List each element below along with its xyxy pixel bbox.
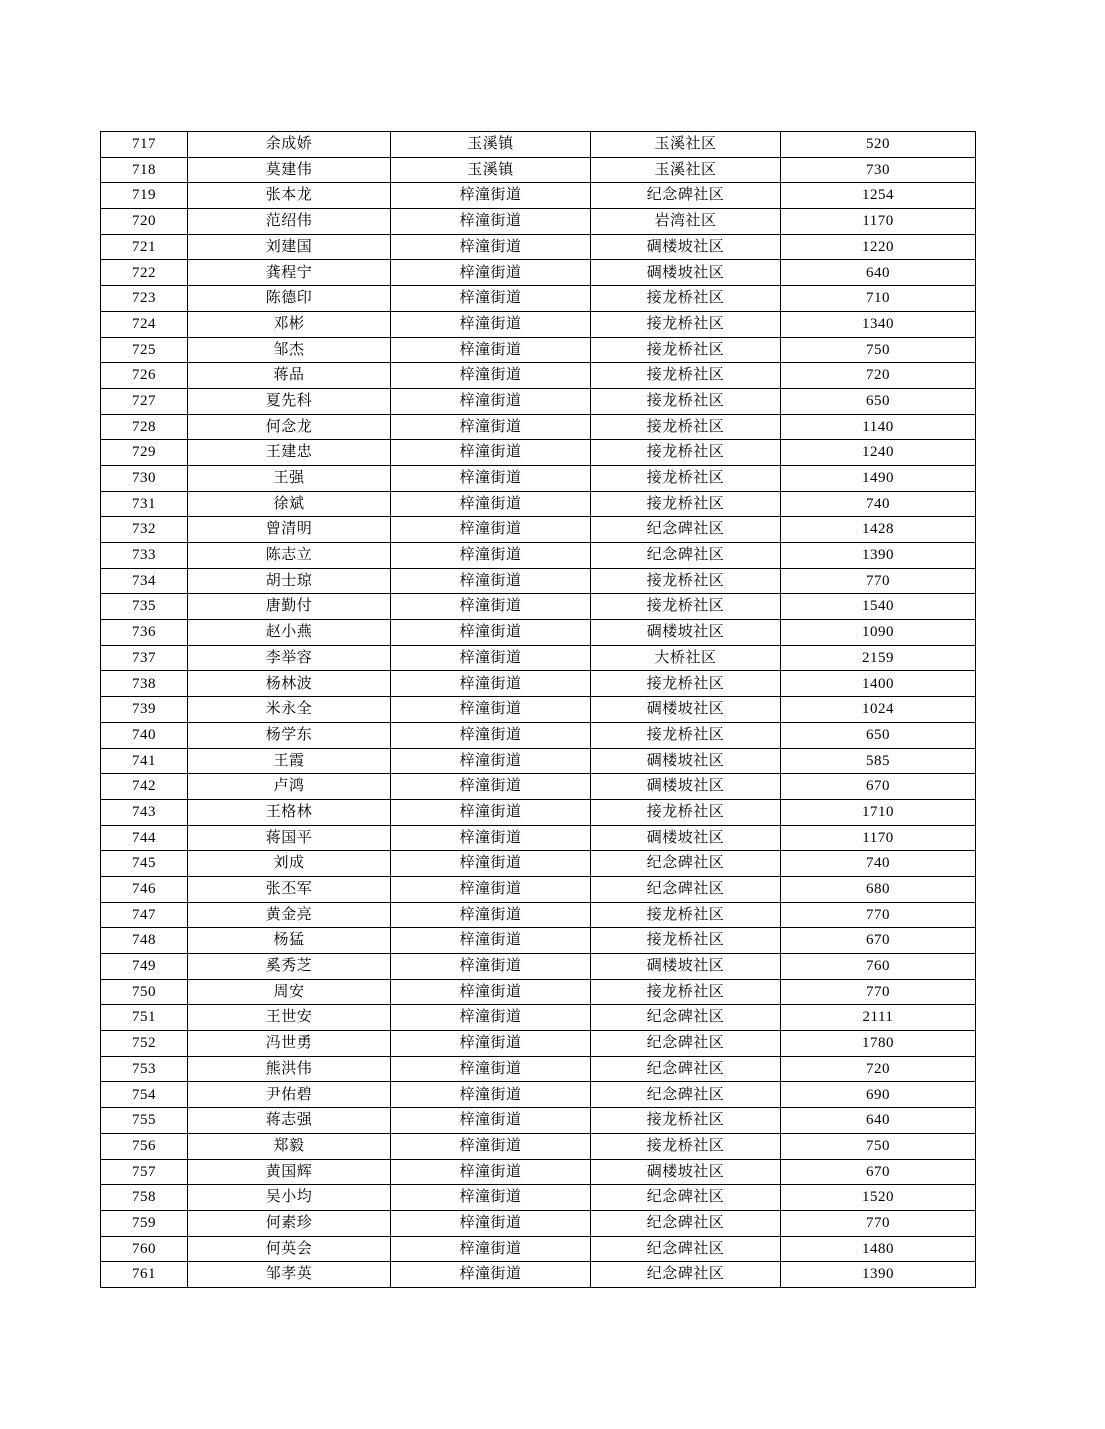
cell-name: 冯世勇 <box>188 1031 391 1057</box>
cell-street: 梓潼街道 <box>391 1031 591 1057</box>
cell-street: 梓潼街道 <box>391 876 591 902</box>
cell-community: 纪念碑社区 <box>591 1005 781 1031</box>
cell-amount: 1390 <box>781 543 976 569</box>
cell-street: 梓潼街道 <box>391 491 591 517</box>
table-row <box>101 851 976 877</box>
cell-community: 接龙桥社区 <box>591 568 781 594</box>
cell-street: 梓潼街道 <box>391 363 591 389</box>
cell-amount: 750 <box>781 337 976 363</box>
cell-name: 余成娇 <box>188 132 391 158</box>
cell-id: 721 <box>101 234 188 260</box>
cell-community: 岩湾社区 <box>591 209 781 235</box>
cell-amount: 640 <box>781 1108 976 1134</box>
cell-street: 梓潼街道 <box>391 825 591 851</box>
cell-name: 陈德印 <box>188 286 391 312</box>
table-row <box>101 311 976 337</box>
cell-id: 760 <box>101 1236 188 1262</box>
cell-name: 张本龙 <box>188 183 391 209</box>
cell-street: 梓潼街道 <box>391 465 591 491</box>
cell-amount: 730 <box>781 157 976 183</box>
cell-name: 黄金亮 <box>188 902 391 928</box>
cell-name: 莫建伟 <box>188 157 391 183</box>
table-row <box>101 1159 976 1185</box>
cell-id: 748 <box>101 928 188 954</box>
cell-name: 邓彬 <box>188 311 391 337</box>
table-row <box>101 414 976 440</box>
cell-amount: 1170 <box>781 209 976 235</box>
cell-amount: 1428 <box>781 517 976 543</box>
cell-community: 纪念碑社区 <box>591 517 781 543</box>
table-row <box>101 1262 976 1288</box>
table-row <box>101 1133 976 1159</box>
cell-community: 纪念碑社区 <box>591 851 781 877</box>
cell-id: 755 <box>101 1108 188 1134</box>
cell-id: 745 <box>101 851 188 877</box>
cell-street: 梓潼街道 <box>391 1108 591 1134</box>
cell-id: 750 <box>101 979 188 1005</box>
table-row <box>101 1236 976 1262</box>
cell-street: 梓潼街道 <box>391 671 591 697</box>
cell-community: 接龙桥社区 <box>591 1133 781 1159</box>
cell-street: 玉溪镇 <box>391 132 591 158</box>
table-row <box>101 774 976 800</box>
cell-community: 碉楼坡社区 <box>591 620 781 646</box>
cell-community: 大桥社区 <box>591 645 781 671</box>
cell-street: 梓潼街道 <box>391 1005 591 1031</box>
cell-community: 接龙桥社区 <box>591 465 781 491</box>
cell-community: 碉楼坡社区 <box>591 234 781 260</box>
cell-community: 纪念碑社区 <box>591 1056 781 1082</box>
cell-id: 717 <box>101 132 188 158</box>
cell-amount: 640 <box>781 260 976 286</box>
cell-id: 739 <box>101 697 188 723</box>
cell-id: 749 <box>101 954 188 980</box>
cell-id: 746 <box>101 876 188 902</box>
cell-id: 754 <box>101 1082 188 1108</box>
table-row <box>101 1210 976 1236</box>
cell-name: 胡士琼 <box>188 568 391 594</box>
cell-id: 723 <box>101 286 188 312</box>
cell-street: 梓潼街道 <box>391 414 591 440</box>
table-row <box>101 876 976 902</box>
cell-name: 王格林 <box>188 799 391 825</box>
cell-street: 梓潼街道 <box>391 183 591 209</box>
cell-amount: 1254 <box>781 183 976 209</box>
table-row <box>101 209 976 235</box>
cell-street: 梓潼街道 <box>391 260 591 286</box>
cell-street: 梓潼街道 <box>391 1210 591 1236</box>
cell-street: 梓潼街道 <box>391 722 591 748</box>
cell-community: 纪念碑社区 <box>591 1210 781 1236</box>
cell-name: 熊洪伟 <box>188 1056 391 1082</box>
cell-id: 737 <box>101 645 188 671</box>
cell-amount: 2111 <box>781 1005 976 1031</box>
cell-community: 纪念碑社区 <box>591 543 781 569</box>
cell-id: 738 <box>101 671 188 697</box>
table-row <box>101 234 976 260</box>
table-row <box>101 902 976 928</box>
cell-community: 碉楼坡社区 <box>591 825 781 851</box>
table-row <box>101 594 976 620</box>
table-row <box>101 517 976 543</box>
cell-street: 梓潼街道 <box>391 1262 591 1288</box>
cell-id: 757 <box>101 1159 188 1185</box>
cell-street: 梓潼街道 <box>391 568 591 594</box>
cell-amount: 1140 <box>781 414 976 440</box>
cell-id: 744 <box>101 825 188 851</box>
cell-amount: 1240 <box>781 440 976 466</box>
table-row <box>101 183 976 209</box>
cell-amount: 720 <box>781 1056 976 1082</box>
cell-street: 梓潼街道 <box>391 774 591 800</box>
cell-name: 刘成 <box>188 851 391 877</box>
cell-street: 梓潼街道 <box>391 851 591 877</box>
cell-community: 接龙桥社区 <box>591 491 781 517</box>
cell-amount: 1480 <box>781 1236 976 1262</box>
cell-id: 729 <box>101 440 188 466</box>
cell-community: 接龙桥社区 <box>591 799 781 825</box>
cell-name: 邹孝英 <box>188 1262 391 1288</box>
cell-amount: 1540 <box>781 594 976 620</box>
cell-name: 黄国辉 <box>188 1159 391 1185</box>
cell-id: 742 <box>101 774 188 800</box>
cell-id: 740 <box>101 722 188 748</box>
cell-street: 梓潼街道 <box>391 1185 591 1211</box>
table-row <box>101 671 976 697</box>
cell-name: 何念龙 <box>188 414 391 440</box>
cell-community: 接龙桥社区 <box>591 311 781 337</box>
table-row <box>101 1108 976 1134</box>
table-row <box>101 286 976 312</box>
table-row <box>101 1005 976 1031</box>
cell-name: 范绍伟 <box>188 209 391 235</box>
cell-amount: 650 <box>781 388 976 414</box>
cell-street: 梓潼街道 <box>391 1056 591 1082</box>
table-row <box>101 1185 976 1211</box>
table-row <box>101 979 976 1005</box>
table-row <box>101 491 976 517</box>
cell-amount: 710 <box>781 286 976 312</box>
cell-id: 726 <box>101 363 188 389</box>
cell-name: 杨学东 <box>188 722 391 748</box>
cell-amount: 1520 <box>781 1185 976 1211</box>
cell-id: 724 <box>101 311 188 337</box>
cell-amount: 770 <box>781 568 976 594</box>
table-row <box>101 388 976 414</box>
cell-community: 接龙桥社区 <box>591 594 781 620</box>
cell-amount: 740 <box>781 491 976 517</box>
cell-name: 龚程宁 <box>188 260 391 286</box>
cell-name: 曾清明 <box>188 517 391 543</box>
cell-name: 赵小燕 <box>188 620 391 646</box>
cell-id: 720 <box>101 209 188 235</box>
cell-name: 蒋国平 <box>188 825 391 851</box>
cell-name: 周安 <box>188 979 391 1005</box>
cell-amount: 1490 <box>781 465 976 491</box>
cell-name: 蒋品 <box>188 363 391 389</box>
cell-name: 唐勤付 <box>188 594 391 620</box>
cell-id: 718 <box>101 157 188 183</box>
cell-street: 梓潼街道 <box>391 517 591 543</box>
cell-street: 梓潼街道 <box>391 1133 591 1159</box>
table-row <box>101 954 976 980</box>
cell-name: 奚秀芝 <box>188 954 391 980</box>
cell-community: 接龙桥社区 <box>591 337 781 363</box>
cell-amount: 720 <box>781 363 976 389</box>
cell-community: 纪念碑社区 <box>591 1236 781 1262</box>
table-row <box>101 363 976 389</box>
cell-id: 743 <box>101 799 188 825</box>
cell-community: 碉楼坡社区 <box>591 1159 781 1185</box>
cell-community: 玉溪社区 <box>591 157 781 183</box>
table-row <box>101 132 976 158</box>
table-row <box>101 620 976 646</box>
cell-amount: 1400 <box>781 671 976 697</box>
cell-name: 邹杰 <box>188 337 391 363</box>
cell-street: 梓潼街道 <box>391 1082 591 1108</box>
cell-id: 751 <box>101 1005 188 1031</box>
cell-id: 736 <box>101 620 188 646</box>
cell-street: 梓潼街道 <box>391 543 591 569</box>
cell-id: 727 <box>101 388 188 414</box>
cell-amount: 750 <box>781 1133 976 1159</box>
table-row <box>101 799 976 825</box>
cell-community: 接龙桥社区 <box>591 286 781 312</box>
table-row <box>101 260 976 286</box>
cell-community: 碉楼坡社区 <box>591 697 781 723</box>
cell-community: 接龙桥社区 <box>591 722 781 748</box>
cell-amount: 1390 <box>781 1262 976 1288</box>
table-row <box>101 157 976 183</box>
cell-amount: 670 <box>781 1159 976 1185</box>
table-row <box>101 1082 976 1108</box>
cell-street: 梓潼街道 <box>391 748 591 774</box>
cell-community: 碉楼坡社区 <box>591 748 781 774</box>
table-row <box>101 722 976 748</box>
cell-community: 接龙桥社区 <box>591 902 781 928</box>
table-row <box>101 645 976 671</box>
cell-name: 卢鸿 <box>188 774 391 800</box>
cell-community: 纪念碑社区 <box>591 1082 781 1108</box>
cell-amount: 1170 <box>781 825 976 851</box>
cell-amount: 760 <box>781 954 976 980</box>
cell-id: 719 <box>101 183 188 209</box>
table-row <box>101 697 976 723</box>
cell-id: 731 <box>101 491 188 517</box>
cell-id: 741 <box>101 748 188 774</box>
cell-id: 732 <box>101 517 188 543</box>
cell-amount: 1024 <box>781 697 976 723</box>
roster-table <box>100 131 976 1288</box>
cell-name: 蒋志强 <box>188 1108 391 1134</box>
cell-community: 碉楼坡社区 <box>591 954 781 980</box>
table-row <box>101 748 976 774</box>
table-row <box>101 465 976 491</box>
cell-community: 接龙桥社区 <box>591 363 781 389</box>
cell-name: 刘建国 <box>188 234 391 260</box>
cell-id: 733 <box>101 543 188 569</box>
cell-amount: 1780 <box>781 1031 976 1057</box>
cell-id: 758 <box>101 1185 188 1211</box>
cell-street: 梓潼街道 <box>391 594 591 620</box>
cell-id: 747 <box>101 902 188 928</box>
cell-id: 756 <box>101 1133 188 1159</box>
cell-amount: 770 <box>781 979 976 1005</box>
cell-id: 759 <box>101 1210 188 1236</box>
cell-name: 吴小均 <box>188 1185 391 1211</box>
cell-name: 夏先科 <box>188 388 391 414</box>
cell-id: 728 <box>101 414 188 440</box>
cell-name: 米永全 <box>188 697 391 723</box>
cell-community: 纪念碑社区 <box>591 876 781 902</box>
cell-community: 接龙桥社区 <box>591 388 781 414</box>
cell-community: 接龙桥社区 <box>591 928 781 954</box>
cell-amount: 585 <box>781 748 976 774</box>
cell-community: 碉楼坡社区 <box>591 774 781 800</box>
cell-community: 玉溪社区 <box>591 132 781 158</box>
cell-amount: 520 <box>781 132 976 158</box>
cell-street: 梓潼街道 <box>391 209 591 235</box>
cell-community: 接龙桥社区 <box>591 414 781 440</box>
cell-street: 梓潼街道 <box>391 620 591 646</box>
cell-name: 王建忠 <box>188 440 391 466</box>
table-row <box>101 1031 976 1057</box>
cell-amount: 2159 <box>781 645 976 671</box>
cell-community: 纪念碑社区 <box>591 1031 781 1057</box>
cell-street: 梓潼街道 <box>391 645 591 671</box>
cell-name: 王强 <box>188 465 391 491</box>
cell-street: 梓潼街道 <box>391 799 591 825</box>
cell-amount: 770 <box>781 1210 976 1236</box>
cell-id: 753 <box>101 1056 188 1082</box>
cell-community: 纪念碑社区 <box>591 1185 781 1211</box>
cell-street: 梓潼街道 <box>391 1159 591 1185</box>
cell-street: 梓潼街道 <box>391 311 591 337</box>
cell-id: 722 <box>101 260 188 286</box>
table-row <box>101 337 976 363</box>
cell-street: 梓潼街道 <box>391 902 591 928</box>
cell-name: 杨猛 <box>188 928 391 954</box>
cell-amount: 690 <box>781 1082 976 1108</box>
cell-name: 尹佑碧 <box>188 1082 391 1108</box>
cell-street: 梓潼街道 <box>391 234 591 260</box>
cell-name: 李举容 <box>188 645 391 671</box>
table-row <box>101 543 976 569</box>
cell-amount: 1090 <box>781 620 976 646</box>
cell-community: 接龙桥社区 <box>591 440 781 466</box>
cell-name: 何素珍 <box>188 1210 391 1236</box>
cell-street: 梓潼街道 <box>391 928 591 954</box>
cell-community: 纪念碑社区 <box>591 1262 781 1288</box>
cell-community: 接龙桥社区 <box>591 979 781 1005</box>
cell-name: 张丕军 <box>188 876 391 902</box>
cell-id: 734 <box>101 568 188 594</box>
cell-name: 王霞 <box>188 748 391 774</box>
cell-amount: 1220 <box>781 234 976 260</box>
table-row <box>101 1056 976 1082</box>
cell-id: 725 <box>101 337 188 363</box>
table-row <box>101 568 976 594</box>
cell-street: 梓潼街道 <box>391 697 591 723</box>
cell-street: 梓潼街道 <box>391 440 591 466</box>
cell-amount: 1340 <box>781 311 976 337</box>
cell-community: 碉楼坡社区 <box>591 260 781 286</box>
cell-street: 梓潼街道 <box>391 388 591 414</box>
cell-amount: 670 <box>781 774 976 800</box>
cell-street: 梓潼街道 <box>391 286 591 312</box>
cell-amount: 770 <box>781 902 976 928</box>
cell-id: 735 <box>101 594 188 620</box>
cell-street: 梓潼街道 <box>391 337 591 363</box>
cell-amount: 680 <box>781 876 976 902</box>
cell-amount: 670 <box>781 928 976 954</box>
cell-name: 陈志立 <box>188 543 391 569</box>
table-row <box>101 440 976 466</box>
cell-id: 761 <box>101 1262 188 1288</box>
cell-name: 杨林波 <box>188 671 391 697</box>
cell-amount: 740 <box>781 851 976 877</box>
table-row <box>101 928 976 954</box>
table-row <box>101 825 976 851</box>
cell-name: 王世安 <box>188 1005 391 1031</box>
cell-name: 徐斌 <box>188 491 391 517</box>
cell-street: 梓潼街道 <box>391 979 591 1005</box>
cell-community: 接龙桥社区 <box>591 671 781 697</box>
cell-name: 郑毅 <box>188 1133 391 1159</box>
cell-amount: 1710 <box>781 799 976 825</box>
cell-community: 接龙桥社区 <box>591 1108 781 1134</box>
cell-amount: 650 <box>781 722 976 748</box>
cell-street: 梓潼街道 <box>391 1236 591 1262</box>
cell-street: 梓潼街道 <box>391 954 591 980</box>
cell-street: 玉溪镇 <box>391 157 591 183</box>
roster-table-body <box>101 132 976 1288</box>
cell-id: 752 <box>101 1031 188 1057</box>
cell-name: 何英会 <box>188 1236 391 1262</box>
cell-community: 纪念碑社区 <box>591 183 781 209</box>
cell-id: 730 <box>101 465 188 491</box>
